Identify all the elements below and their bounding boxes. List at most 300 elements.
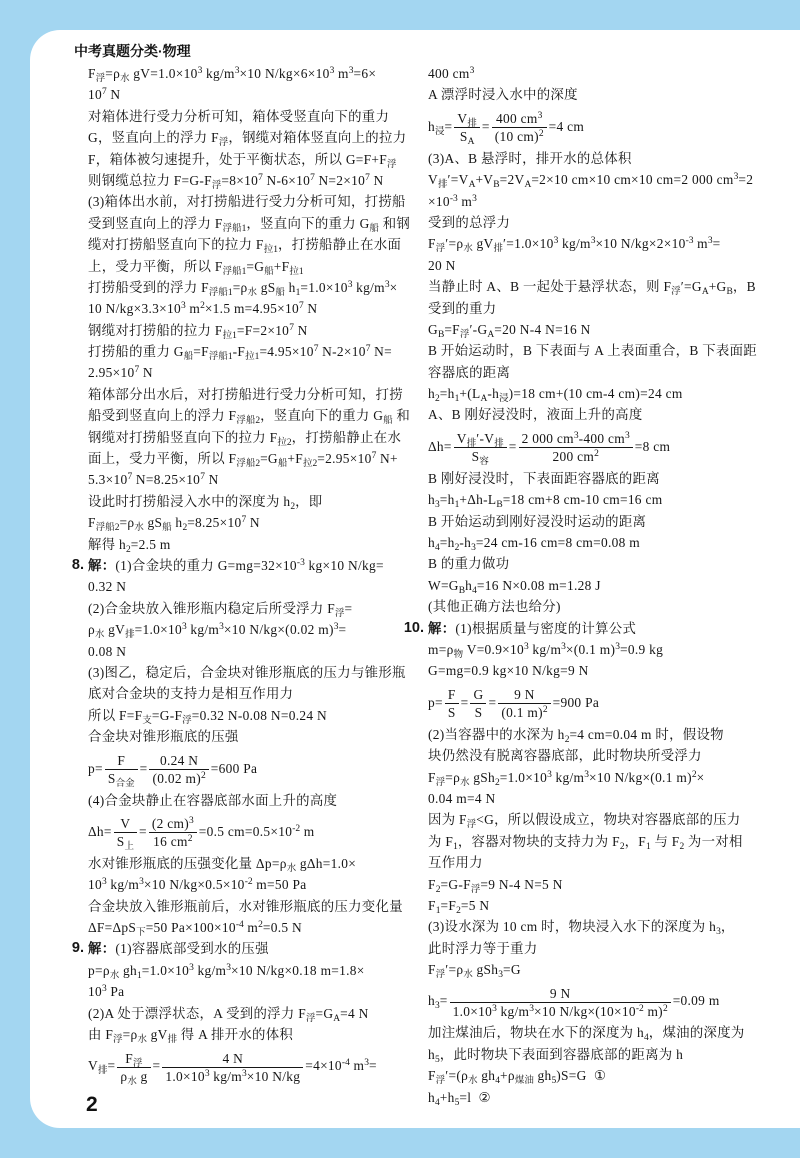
text-run: = [107, 1058, 116, 1074]
text-run: 0.24 N [159, 752, 199, 768]
text-run: =h [439, 492, 455, 508]
text-run: 船受到竖直向上的浮力 F [88, 408, 237, 424]
text-run: =F [444, 321, 460, 337]
denominator [445, 704, 459, 721]
text-run: kg/m [496, 1003, 530, 1019]
text-run: 5.3×10 [88, 472, 128, 488]
text-run: N [139, 365, 153, 381]
text-run: 10 [88, 984, 102, 1000]
fraction [492, 110, 547, 145]
text-run: gΔh=1.0× [296, 855, 357, 871]
superscript: 2 [662, 1003, 668, 1014]
numerator [162, 1050, 303, 1068]
fraction [114, 815, 137, 853]
text-run: 受到竖直向上的浮力 F [88, 215, 223, 231]
text-run: =8.25×10 [187, 515, 242, 531]
subscript: 4 [435, 543, 440, 554]
text-run: m [243, 920, 259, 936]
text-line [88, 1024, 398, 1045]
text-line [428, 831, 743, 852]
text-line [428, 874, 738, 895]
denominator [149, 833, 197, 850]
numerator [470, 686, 486, 704]
subscript: 浮 [435, 970, 446, 981]
subscript: B [493, 180, 500, 191]
text-line [88, 853, 398, 874]
text-run: -h [459, 535, 472, 551]
text-run: =G-F [440, 876, 471, 892]
text-run: ，此时物块下表面到容器底部的距离为 h [439, 1046, 684, 1062]
text-line [88, 1003, 398, 1024]
text-run: 对箱体进行受力分析可知，箱体受竖直向下的重力 [88, 108, 390, 124]
text-line [88, 811, 398, 853]
text-line [428, 767, 738, 788]
superscript: 2 [258, 920, 263, 931]
text-line [88, 896, 403, 917]
text-run: =0.5 N [262, 920, 303, 936]
superscript: -2 [244, 877, 253, 888]
text-line [88, 191, 406, 212]
superscript: 3 [204, 1068, 210, 1079]
denominator [454, 448, 507, 468]
text-run: Δh= [88, 823, 112, 839]
text-line [428, 106, 738, 148]
superscript: 3 [219, 622, 224, 633]
text-run: kg/m [558, 236, 591, 252]
subscript: 船 [162, 523, 172, 534]
text-line [428, 596, 738, 617]
text-run: F，箱体被匀速提升，处于平衡状态，所以 G=F+F [88, 151, 387, 167]
superscript: 2 [594, 449, 599, 460]
text-run: m [349, 1058, 365, 1074]
text-run: = [508, 438, 517, 454]
text-run: h [284, 279, 296, 295]
subscript: 水 [109, 970, 120, 981]
text-run: =4.95×10 [259, 344, 314, 360]
text-run: G=mg=0.9 kg×10 N/kg=9 N [428, 663, 589, 679]
text-run: =4×10 [305, 1058, 342, 1074]
text-line [428, 980, 738, 1022]
text-run: (3)箱体出水前，对打捞船进行受力分析可知，打捞船 [88, 194, 406, 210]
text-run: +G [708, 279, 727, 295]
subscript: 浮 [435, 244, 446, 255]
superscript: 7 [127, 472, 133, 483]
text-run: 钢缆对打捞船竖直向下的拉力 F [88, 429, 278, 445]
text-run: ′=G [680, 279, 702, 295]
text-line [88, 705, 398, 726]
text-run: B 开始运动时，B 下表面与 A 上表面重合，B 下表面距 [428, 343, 757, 359]
text-line [88, 469, 398, 490]
fraction [454, 110, 480, 148]
text-run: ，即 [295, 493, 323, 509]
subscript: 3 [435, 500, 440, 511]
text-run: ，钢缆对箱体竖直向上的拉力 [228, 130, 407, 146]
text-run: gV=1.0×10 [129, 66, 198, 81]
text-run: F [117, 752, 126, 768]
text-line [428, 959, 738, 980]
superscript: 7 [299, 301, 304, 312]
text-run: p=ρ [88, 962, 110, 978]
text-run: F [428, 1068, 436, 1084]
superscript: 7 [371, 451, 377, 462]
subscript: 浮船2 [236, 459, 261, 470]
fraction [470, 686, 486, 721]
superscript: 7 [134, 365, 140, 376]
text-line [88, 320, 398, 341]
text-run: 400 cm [496, 111, 538, 127]
subscript: 拉1 [222, 330, 237, 341]
superscript: 3 [348, 66, 354, 76]
subscript: 浮 [387, 159, 397, 170]
text-line [428, 489, 738, 510]
subscript: 2 [679, 841, 685, 852]
text-run: =20 N-4 N=16 N [494, 321, 591, 337]
text-run: ×10 N/kg [246, 1068, 301, 1084]
subscript: 上 [124, 842, 135, 853]
text-run: gS [257, 279, 276, 295]
superscript: 3 [469, 66, 475, 76]
superscript: 7 [365, 172, 370, 183]
denominator [117, 1068, 150, 1085]
superscript: 2 [542, 705, 548, 716]
subscript: B [458, 585, 466, 596]
subscript: 合金 [115, 778, 135, 789]
text-run: h [465, 577, 473, 593]
text-run: ×10 N/kg×(0.1 m) [588, 769, 692, 785]
text-line [88, 641, 398, 662]
text-run: 20 N [428, 257, 456, 273]
fraction [149, 752, 208, 787]
text-line [428, 426, 738, 468]
text-line [88, 748, 398, 790]
subscript: 1 [454, 500, 460, 511]
subscript: B [437, 329, 445, 340]
superscript: 7 [365, 344, 371, 355]
subscript: B [496, 500, 503, 511]
text-run: (2 cm) [151, 816, 190, 832]
text-run: ΔF=ΔpS [88, 920, 137, 936]
text-run: S [107, 770, 116, 786]
text-run: (3)设水深为 10 cm 时，物块浸入水下的深度为 h [428, 919, 717, 935]
text-run: ×10 [428, 193, 450, 209]
numerator [105, 752, 138, 770]
superscript: 3 [529, 1003, 534, 1014]
text-run: ×10 N/kg×6×10 [239, 66, 330, 81]
numerator [117, 1050, 150, 1068]
subscript: 水 [460, 777, 470, 788]
fraction [149, 815, 197, 850]
superscript: -4 [235, 920, 244, 931]
subscript: A [333, 1013, 341, 1024]
text-run: S [474, 705, 483, 721]
text-run: +V [475, 172, 494, 188]
numerator [519, 430, 633, 448]
superscript: 3 [180, 301, 186, 312]
numerator [114, 815, 137, 833]
text-run: =600 Pa [210, 760, 258, 776]
text-line [88, 662, 406, 683]
denominator [149, 770, 208, 787]
text-line [88, 491, 398, 512]
text-run: =18 cm+8 cm-10 cm=16 cm [502, 492, 663, 508]
subscript: 浮船1 [222, 223, 247, 234]
text-run: m=50 Pa [252, 877, 307, 893]
question-number: 9. [71, 940, 84, 957]
text-line [88, 405, 411, 427]
text-run: g [136, 1068, 148, 1084]
text-run: h [428, 1089, 435, 1105]
text-run: 10 [88, 87, 102, 103]
text-run: N=2×10 [314, 172, 366, 188]
text-line [88, 683, 398, 704]
denominator [492, 128, 547, 145]
subscript: 1 [435, 905, 441, 916]
superscript: 3 [329, 66, 335, 76]
text-run: ，F [624, 833, 647, 849]
superscript: 3 [241, 1068, 247, 1079]
superscript: 3 [384, 279, 390, 290]
text-run: 9 N [549, 985, 571, 1001]
text-run: =G [260, 451, 278, 467]
text-line [88, 63, 398, 84]
subscript: 煤油 [514, 1076, 534, 1087]
text-run: V=0.9×10 [463, 641, 525, 657]
text-run: = [152, 1058, 161, 1074]
text-run: 2.95×10 [88, 365, 135, 381]
text-line [428, 191, 738, 212]
denominator [114, 833, 137, 853]
text-run: N [246, 515, 260, 531]
text-run: ′-G [469, 321, 488, 337]
text-run: A、B 刚好浸没时，液面上升的高度 [428, 407, 643, 423]
text-run: =G [503, 962, 521, 978]
subscript: 排 [97, 1066, 108, 1077]
text-line [428, 1065, 738, 1086]
subscript: 浸 [499, 394, 509, 405]
subscript: 水 [120, 74, 130, 84]
text-run: gV [472, 236, 494, 252]
text-line [88, 213, 411, 234]
subscript: 浮 [466, 820, 477, 831]
text-line [428, 745, 738, 766]
text-run: (3)图乙，稳定后，合金块对锥形瓶底的压力与锥形瓶 [88, 664, 406, 680]
text-line [428, 682, 738, 724]
text-run: N+ [376, 451, 398, 467]
text-run: ′-V [476, 431, 495, 447]
text-line [428, 255, 738, 276]
numerator [454, 110, 480, 128]
text-run: gSh [472, 962, 499, 978]
subscript: 容 [479, 457, 489, 468]
text-run: 0.04 m=4 N [428, 790, 496, 806]
subscript: 3 [716, 927, 721, 938]
text-run: 2 000 cm [521, 431, 574, 447]
text-run: =50 Pa×100×10 [145, 920, 236, 936]
text-line [71, 555, 398, 576]
superscript: 7 [102, 87, 107, 98]
text-run: F [428, 962, 436, 978]
text-run: m=ρ [428, 641, 454, 657]
text-run: =900 Pa [552, 694, 600, 710]
subscript: 拉2 [277, 437, 292, 448]
text-run: ×10 N/kg×0.18 m=1.8× [230, 962, 365, 978]
text-run: 为 F [428, 833, 454, 849]
answer-label: 解： [88, 557, 116, 573]
text-run: S [447, 705, 456, 721]
text-run: N [293, 322, 308, 338]
text-run: =0.9 kg [620, 641, 664, 657]
text-run: =l ② [459, 1089, 491, 1105]
subscript: 浮 [435, 1076, 446, 1087]
text-run: 合金块对锥形瓶底的压强 [88, 729, 239, 745]
text-run: = [460, 694, 469, 710]
text-line [428, 233, 738, 254]
text-run: 为一对相 [684, 833, 743, 849]
text-run: ，煤油的深度为 [648, 1025, 745, 1041]
text-run: 400 cm [428, 66, 470, 81]
text-run: =1.0×10 [141, 962, 190, 978]
subscript: 2 [290, 501, 296, 512]
text-run: (0.1 m) [501, 705, 543, 721]
text-run: 缆对打捞船竖直向下的拉力 F [88, 237, 264, 253]
subscript: 排 [493, 244, 503, 255]
subscript: 4 [495, 1076, 500, 1087]
text-line [88, 960, 398, 981]
subscript: 2 [564, 734, 570, 745]
text-run: +Δh-L [459, 492, 497, 508]
text-run: (4)合金块静止在容器底部水面上升的高度 [88, 792, 338, 808]
text-run: ×(0.1 m) [565, 641, 616, 657]
superscript: 3 [139, 877, 144, 888]
text-run: =h [439, 386, 455, 402]
subscript: 2 [456, 905, 461, 916]
text-run: ×10 N/kg×0.5×10 [143, 877, 245, 893]
text-run: 箱体部分出水后，对打捞船进行受力分析可知，打捞 [88, 386, 403, 402]
text-line [428, 660, 738, 681]
text-run: =ρ [119, 515, 135, 531]
text-line [71, 938, 398, 959]
text-run: h [428, 1046, 435, 1062]
superscript: 3 [590, 236, 596, 247]
superscript: 3 [102, 877, 107, 888]
superscript: 2 [201, 770, 206, 781]
subscript: 物 [453, 649, 464, 660]
superscript: 3 [347, 279, 353, 290]
subscript: 水 [463, 244, 473, 255]
text-run: h [428, 535, 435, 551]
text-line [88, 362, 398, 383]
text-run: =1.0×10 [134, 622, 182, 638]
superscript: 3 [615, 641, 621, 652]
text-run: -400 cm [578, 431, 625, 447]
text-line [88, 534, 398, 555]
subscript: 浮 [305, 1013, 316, 1024]
subscript: 船 [275, 287, 285, 298]
superscript: 3 [707, 236, 713, 247]
text-run: = [344, 600, 353, 616]
text-run: Δh= [428, 438, 452, 454]
text-line [428, 169, 754, 191]
text-run: =8×10 [221, 172, 259, 188]
text-run: B 刚好浸没时，下表面距容器底的距离 [428, 470, 660, 486]
subscript: 浮 [211, 180, 222, 191]
numerator [149, 815, 197, 833]
subscript: 排 [437, 180, 448, 191]
denominator [162, 1068, 303, 1085]
text-run: = [368, 1058, 377, 1074]
text-line [428, 895, 738, 916]
text-line [403, 618, 738, 639]
fraction [450, 985, 671, 1020]
text-run: ， [720, 919, 735, 935]
subscript: 5 [454, 1097, 460, 1108]
superscript: 3 [537, 111, 543, 122]
numerator [454, 430, 507, 448]
text-run: gh [119, 962, 137, 978]
text-line [428, 276, 756, 298]
text-line [88, 427, 402, 448]
text-run: gS [143, 515, 163, 531]
text-line [428, 212, 738, 233]
text-run: 由 F [88, 1027, 114, 1043]
superscript: -2 [635, 1003, 644, 1014]
text-run: =F [440, 897, 457, 913]
subscript: 排 [466, 439, 477, 450]
subscript: 排 [167, 1035, 178, 1046]
text-run: gh [533, 1068, 552, 1084]
subscript: 水 [247, 287, 258, 298]
text-line [428, 383, 738, 404]
text-run: F [428, 897, 436, 913]
text-run: m [457, 193, 473, 209]
superscript: 3 [524, 641, 529, 652]
numerator [450, 985, 671, 1003]
text-run: m [693, 236, 708, 252]
text-run: kg/m [186, 622, 220, 638]
text-run: p= [428, 694, 443, 710]
subscript: 2 [182, 523, 188, 534]
text-run: N-2×10 [318, 344, 366, 360]
text-run: V [428, 172, 438, 188]
subscript: 2 [435, 394, 440, 405]
text-run: = [481, 118, 490, 134]
text-line [88, 598, 398, 619]
text-line [428, 148, 738, 169]
text-run: gSh [469, 769, 496, 785]
text-line [428, 319, 738, 340]
superscript: 7 [289, 322, 294, 333]
text-line [88, 170, 398, 191]
fraction [162, 1050, 303, 1085]
text-run: 上，受力平衡，所以 F [88, 258, 223, 274]
text-run: m [334, 66, 349, 81]
text-line [88, 384, 403, 405]
text-run: m [300, 823, 315, 839]
denominator [454, 128, 480, 148]
text-run: h [171, 515, 183, 531]
text-run: 设此时打捞船浸入水中的深度为 h [88, 493, 291, 509]
superscript: 3 [573, 431, 579, 442]
superscript: 3 [197, 66, 203, 76]
text-run: ′=ρ [445, 236, 464, 252]
superscript: 7 [313, 344, 319, 355]
subscript: 1 [646, 841, 651, 852]
text-run: = [444, 118, 453, 134]
text-run: p= [88, 760, 103, 776]
subscript: 浮船2 [95, 523, 120, 534]
subscript: 3 [471, 543, 476, 554]
text-run: S [459, 129, 468, 145]
